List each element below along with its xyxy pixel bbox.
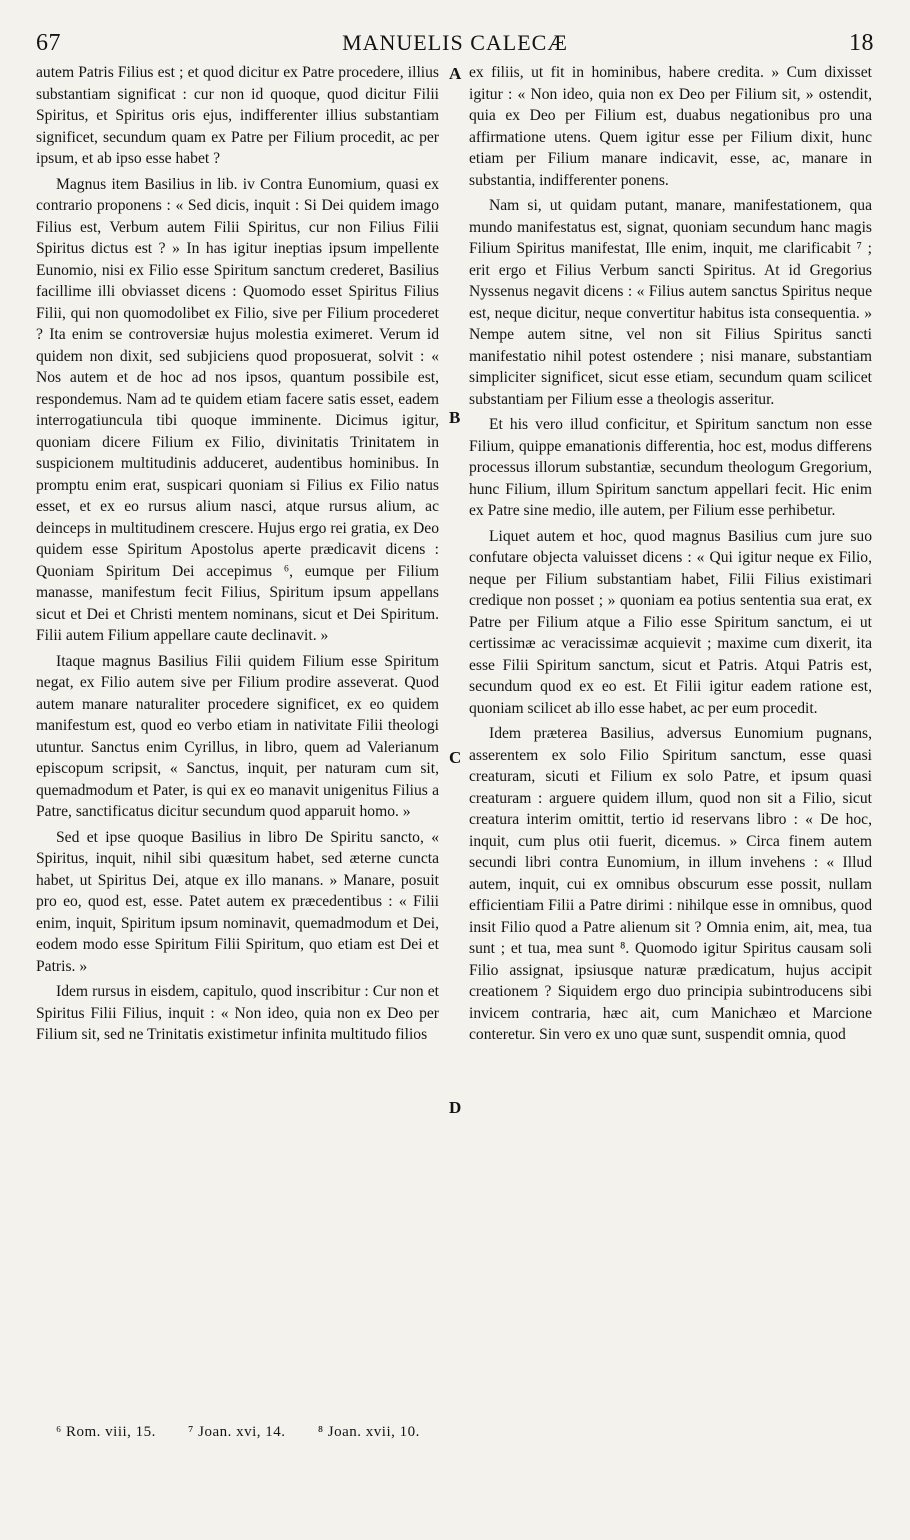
paragraph: Itaque magnus Basilius Filii quidem Filium esse Spiritum negat, ex Filio autem sive per Filium prodire asseverat. Quod autem manare naturaliter procedere significet, ex eo quidem manifestum est, quod eo verbo etiam in nativitate Filii theologi utuntur. Sanctus enim Cyrillus, in libro, quem ad Valerianum episcopum scripsit, « Sanctus, inquit, per naturam cum sit, quemadmodum et Pater, is qui ex eo manavit unigenitus Filius a Patre, sanctificatus dicitur secundum quod apparuit homo. »	[36, 652, 439, 820]
paragraph: Et his vero illud conficitur, et Spiritum sanctum non esse Filium, quippe emanationis differentia, hoc est, modus differens processus illorum substantiæ, secundum theologum Gregorium, hunc Filium, illum Spiritum sanctum appellari fecit. Hic enim ex Patre sine medio, ille autem, per Filium esse perhibetur.	[469, 416, 872, 519]
left-column	[36, 62, 439, 1050]
paragraph: Idem præterea Basilius, adversus Eunomium pugnans, asserentem ex solo Filio Spiritum sanctum, esse quasi creaturam, sicuti et Filium ex solo Patre, et ipsum quasi creaturam : arguere quidem illum, quod non sit a Filio, sicut creatura interim omittit, tertio id reservans libro : « De hoc, inquit, cum plus otii fuerit, dicemus. » Circa finem autem secundi libri contra Eunomium, in illum invehens : « Illud autem, inquit, cui ex omnibus obscurum esse possit, nullam efficientiam Filii a Patre dirimi : nihilque esse in omnibus, quod insit Filio quod a Patre alienum sit ? Omnia enim, ait, mea, tua sunt ; et tua, mea sunt ⁸. Quomodo igitur Spiritus causam soli Filio assignat, ipsiusque naturæ prædicatum, hujus accipit creationem ? Siquidem ergo duo principia subintroducens sibi invicem contraria, hæc ait, cum Manichæo et Marcione conteretur. Sin vero ex uno quæ sunt, suspendit omnia, quod	[469, 725, 872, 1043]
running-title: MANUELIS CALECÆ	[342, 30, 568, 55]
running-header	[36, 30, 874, 60]
section-marker-a: A	[449, 64, 462, 83]
section-marker-b: B	[449, 408, 461, 427]
paragraph: autem Patris Filius est ; et quod dicitur ex Patre procedere, illius substantiam significat : cur non id quoque, quod dicitur Filii Spiritus, et Spiritus oris ejus, indifferenter illius substantiam significet, secundum quam ex Patre per Filium procedit, ac per ipsum, et ab ipso esse habet ?	[36, 64, 439, 167]
paragraph: Nam si, ut quidam putant, manare, manifestationem, qua mundo manifestatus est, signat, quoniam secundum hanc magis Filium Spiritus manifestat, Ille enim, inquit, me clarificabit ⁷ ; erit ergo et Filius Verbum sancti Spiritus. At id Gregorius Nyssenus negavit dicens : « Filius autem sanctus Spiritus neque est, neque dicitur, neque convertitur habitus ista consequentia. » Nempe autem sitne, vel non sit Filius Spiritus sancti manifestatio nihil potest ostendere ; nisi manare, substantiam simpliciter significet, sicut esse etiam, secundum quam scilicet substantiam per Filium esse a theologis asseritur.	[469, 197, 872, 408]
footnote: ⁷ Joan. xvi, 14.	[188, 1424, 286, 1440]
footnotes	[56, 1424, 874, 1441]
paragraph: Magnus item Basilius in lib. iv Contra Eunomium, quasi ex contrario proponens : « Sed dicis, inquit : Si Dei quidem imago Filius est, Verbum autem Filii Spiritus, cur non Filius Filii Spiritus dictus est ? » In has igitur ineptias ipsum impellente Eunomio, nisi ex Filio esse Spiritum sanctum crederet, Basilius facillime illi obviasset dicens : Quomodo esset Spiritus Filius Filii, qui non quomodolibet ex Filio, sive per Filium procederet ? Ita enim se controversiæ hujus molestia eximeret. Verum id quidem non dixit, sed subjiciens quod proposuerat, solvit : « Nos autem et de hoc ad nos ipsos, quantum possibile est, respondemus. Nam ad te quidem etiam facere satis esset, eadem interrogatiuncula tibi quoque imminente. Dicimus igitur, quoniam dicere Filium ex Filio, divinitatis Trinitatem in suspicionem multitudinis adduceret, audentibus hominibus. In promptu enim erat, suspicari quoniam si Filius ex Filio natus esset, et ex eo rursus alium nasci, atque rursus alium, ac deinceps in multitudinem crescere. Hujus ergo rei gratia, ex Deo quidem esse Spiritum Apostolus aperte prædicavit dicens : Quoniam Spiritum Dei accepimus ⁶, eumque per Filium manasse, manifestum fecit Filius, Spiritum ipsum appellans sicut et Dei et Christi mentem nominans, sicut et Dei Spiritum. Filii autem Filium appellare caute declinavit. »	[36, 175, 439, 644]
page-number-left: 67	[36, 30, 61, 56]
footnote: ⁶ Rom. viii, 15.	[56, 1424, 156, 1440]
right-column	[469, 62, 872, 1050]
section-marker-d: D	[449, 1098, 462, 1117]
section-marker-c: C	[449, 748, 462, 767]
page-number-right: 18	[849, 30, 874, 56]
paragraph: Sed et ipse quoque Basilius in libro De Spiritu sancto, « Spiritus, inquit, nihil sibi quæsitum habet, sed æterne cuncta habet, ut Spiritus Dei, atque ex illo manans. » Manare, posuit pro eo, quod est, esse. Patet autem ex præcedentibus : « Filii enim, inquit, Spiritum ipsum nominavit, quemadmodum et Dei, eodem modo esse Spiritum Filii Spiritum, quo etiam est Dei et Patris. »	[36, 828, 439, 975]
paragraph: ex filiis, ut fit in hominibus, habere credita. » Cum dixisset igitur : « Non ideo, quia non ex Deo per Filium sit, » ostendit, quia ex Deo per Filium est, duabus negationibus pro una affirmatione utens. Quem igitur esse per Filium dixit, hunc etiam per Filium manare indicavit, esse, ac, manare in substantia, indifferenter ponens.	[469, 64, 872, 189]
paragraph: Liquet autem et hoc, quod magnus Basilius cum jure suo confutare objecta valuisset dicens : « Qui igitur neque ex Filio, neque per Filium substantiam habet, Filii Filius existimari credique non posset ; » quoniam ea potius sententia sua erat, ex Patre per Filium atque a Filio esse Spiritum sanctum, ei ut certissimæ ac veracissimæ acquievit ; maxime cum dixerit, ita esse Filii Spiritum sanctum, sicut et Patris. Atqui Patris est, secundum quod ex eo est. Et Filii igitur eadem ratione est, quoniam scilicet ab illo esse habet, ac per eum procedit.	[469, 527, 872, 717]
footnote: ⁸ Joan. xvii, 10.	[317, 1424, 420, 1440]
paragraph: Idem rursus in eisdem, capitulo, quod inscribitur : Cur non et Spiritus Filii Filius, inquit : « Non ideo, quia non ex Deo per Filium sit, sed ne Trinitatis existimetur infinita multitudo filios	[36, 983, 439, 1043]
